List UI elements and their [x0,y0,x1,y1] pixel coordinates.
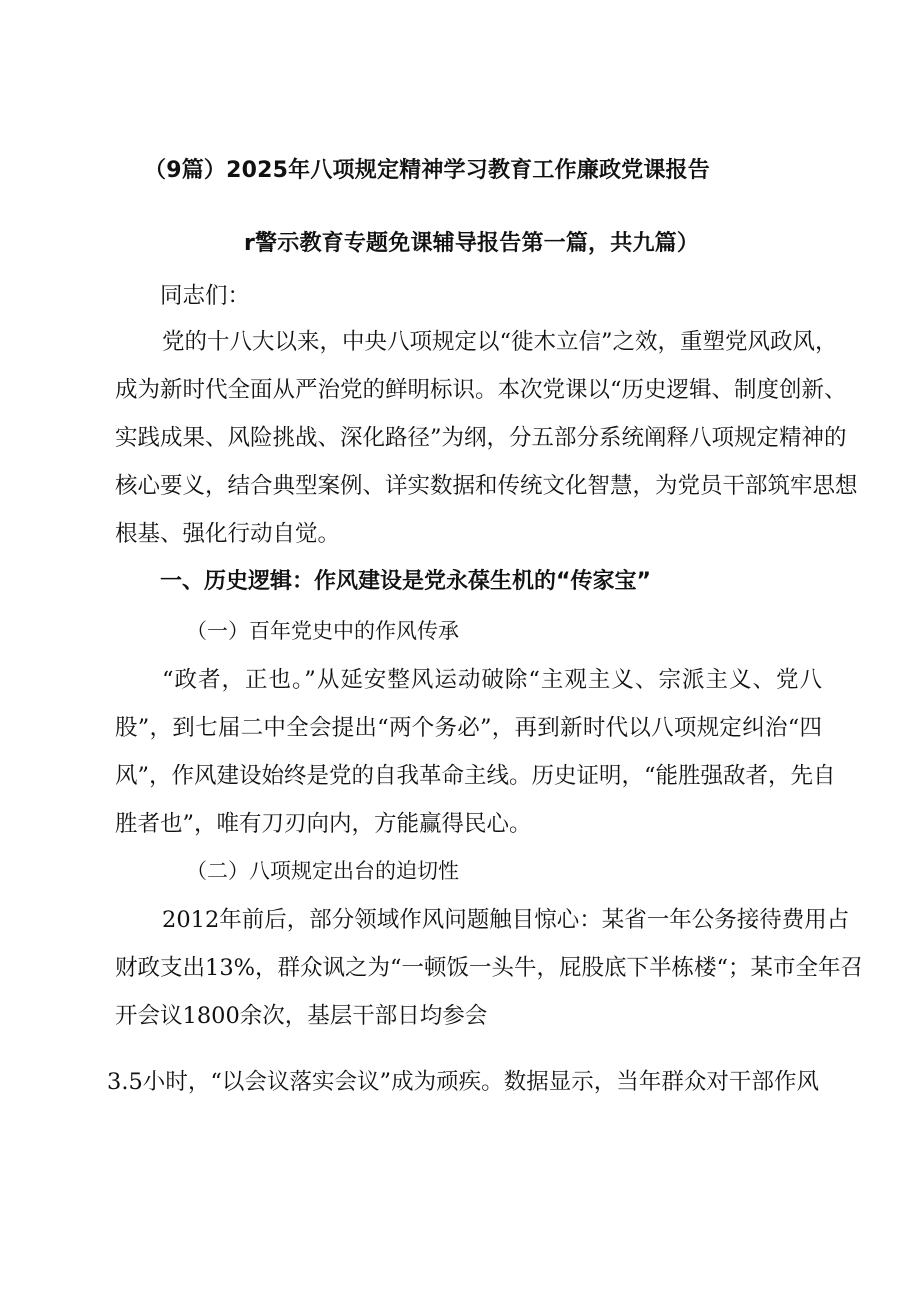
intro-line: 根基、强化行动自觉。 [115,521,341,547]
subsection-1-heading: （一）百年党史中的作风传承 [186,619,459,643]
document-title-line-2: r警示教育专题免课辅导报告第一篇，共九篇） [244,231,700,256]
intro-line: 成为新时代全面从严治党的鲜明标识。本次党课以“历史逻辑、制度创新、 [115,377,847,403]
intro-line: 党的十八大以来，中央八项规定以“徙木立信”之效，重塑党风政风， [162,329,838,355]
subsection-2-heading: （二）八项规定出台的迫切性 [186,859,459,883]
section-1-heading: 一、历史逻辑：作风建设是党永葆生机的“传家宝” [160,569,651,594]
paragraph-line: 胜者也”，唯有刀刃向内，方能赢得民心。 [115,811,532,837]
intro-line: 核心要义，结合典型案例、详实数据和传统文化智慧，为党员干部筑牢思想 [115,473,858,499]
continuation-line: 3.5小时，“以会议落实会议”成为顽疾。数据显示，当年群众对干部作风 [107,1069,819,1095]
paragraph-line: 股”，到七届二中全会提出“两个务必”，再到新时代以八项规定纠治“四 [115,715,822,741]
paragraph-line: “政者，正也。”从延安整风运动破除“主观主义、宗派主义、党八 [162,667,822,693]
paragraph-line: 风”，作风建设始终是党的自我革命主线。历史证明，“能胜强敌者，先自 [115,763,836,789]
intro-line: 实践成果、风险挑战、深化路径”为纲，分五部分系统阐释八项规定精神的 [115,425,847,451]
paragraph-line: 开会议1800余次，基层干部日均参会 [115,1003,488,1029]
salutation: 同志们： [160,283,251,309]
paragraph-line: 2012年前后，部分领域作风问题触目惊心：某省一年公务接待费用占 [162,907,850,933]
paragraph-line: 财政支出13%，群众讽之为“一顿饭一头牛，屁股底下半栋楼“；某市全年召 [115,955,864,981]
document-title-line-1: （9篇）2025年八项规定精神学习教育工作廉政党课报告 [144,158,710,183]
